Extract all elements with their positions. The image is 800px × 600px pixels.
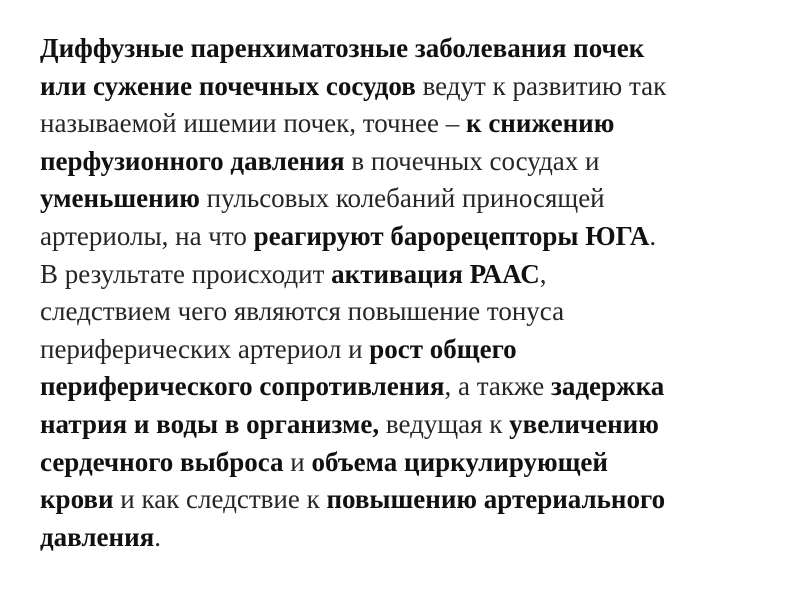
text-run: ведущая к — [379, 408, 510, 439]
text-run-bold: натрия и воды в организме, — [40, 408, 380, 439]
text-line — [40, 331, 772, 369]
text-run: периферических артериол и — [40, 333, 370, 364]
text-run-bold: рост общего — [369, 333, 517, 364]
text-run: В результате происходит — [40, 258, 332, 289]
text-line — [40, 30, 772, 68]
text-line — [40, 180, 772, 218]
text-line — [40, 143, 772, 181]
text-line — [40, 293, 772, 331]
text-run: , — [539, 258, 547, 289]
text-line — [40, 105, 772, 143]
text-line — [40, 519, 772, 557]
text-run: и — [283, 446, 312, 477]
text-line — [40, 368, 772, 406]
text-line — [40, 444, 772, 482]
text-run-bold: периферического сопротивления — [40, 371, 445, 402]
text-run-bold: или сужение почечных сосудов — [40, 70, 416, 101]
text-run-bold: увеличению — [509, 408, 659, 439]
text-run: пульсовых колебаний приносящей — [199, 183, 605, 214]
text-run-bold: давления — [40, 521, 155, 552]
text-paragraph — [40, 30, 772, 556]
text-line — [40, 68, 772, 106]
text-line — [40, 256, 772, 294]
text-run-bold: активация РААС — [331, 258, 540, 289]
text-line — [40, 218, 772, 256]
text-run-bold: реагируют барорецепторы ЮГА — [253, 220, 650, 251]
text-run-bold: уменьшению — [40, 183, 200, 214]
text-run: и как следствие к — [113, 484, 327, 515]
text-run: артериолы, на что — [40, 220, 254, 251]
text-run-bold: перфузионного давления — [40, 145, 345, 176]
text-run: ведут к развитию так — [415, 70, 667, 101]
text-run-bold: к снижению — [466, 108, 615, 139]
text-line — [40, 481, 772, 519]
text-run: в почечных сосудах и — [344, 145, 600, 176]
text-run: называемой ишемии почек, точнее – — [40, 108, 467, 139]
text-run: следствием чего являются повышение тонуса — [40, 296, 565, 327]
text-run-bold: крови — [40, 484, 114, 515]
text-run-bold: задержка — [551, 371, 665, 402]
text-run-bold: объема циркулирующей — [311, 446, 608, 477]
text-run: . — [154, 521, 161, 552]
text-run: . — [649, 220, 657, 251]
text-run-bold: Диффузные паренхиматозные заболевания почек — [40, 33, 645, 63]
text-line — [40, 406, 772, 444]
text-run-bold: повышению артериального — [326, 484, 666, 515]
text-run-bold: сердечного выброса — [40, 446, 284, 477]
text-run: , а также — [444, 371, 552, 402]
